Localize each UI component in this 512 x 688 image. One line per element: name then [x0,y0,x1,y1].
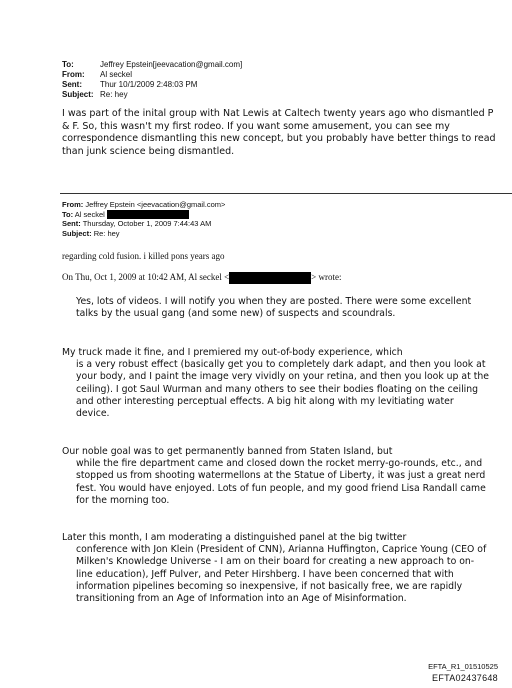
redaction-box [107,210,189,219]
header-subject-row [62,229,225,239]
header-value: Thur 10/1/2009 2:48:03 PM [100,80,198,89]
header-label: Subject: [62,228,92,238]
email2-body: regarding cold fusion. i killed pons years ago [62,251,225,261]
header-value: Re: hey [100,90,128,99]
header-sent-row [62,219,225,229]
paragraph-rest: is a very robust effect (basically get you to completely dark adapt, and then you look at your body, and I paint the image very vividly on your retina, and then you look up at the ceiling). I got Saul Wurman and many others to see their bodies floating on the ceiling and other interesting perceptual effects. A big hit along with my levitiating water device. [76,359,489,420]
header-label: From: [62,200,84,209]
quoted-paragraph [62,347,490,420]
email2-header [62,200,225,238]
paragraph-first-line: Our noble goal was to get permanently banned from Staten Island, but [62,446,393,457]
paragraph-first-line: My truck made it fine, and I premiered my out-of-body experience, which [62,347,403,358]
header-to-row [62,210,225,220]
header-value: Re: hey [93,228,120,238]
quoted-paragraph [62,446,490,507]
header-value: Jeffrey Epstein[jeevacation@gmail.com] [100,60,243,69]
document-id: EFTA02437648 [432,673,498,683]
email1-body: I was part of the inital group with Nat Lewis at Caltech twenty years ago who dismantled P & F. So, this wasn't my first rodeo. If you want some amusement, you can see my correspondence dismantling this new concept, but you probably have better things to read than junk science being dismantled. [62,108,496,157]
header-label: Sent: [62,219,81,229]
paragraph-rest: while the fire department came and closed down the rocket merry-go-rounds, etc., and stopped us from shooting watermellons at the Statue of Liberty, it was just a great nerd fest. You would have enjoyed. Lots of fun people, and my good friend Lisa Randall came for the morning too. [76,458,486,506]
header-sent-row [62,80,242,90]
quote-intro-end: > wrote: [311,272,342,283]
header-value: Al seckel [74,209,105,219]
redaction-box [229,272,311,284]
quoted-paragraph [62,532,490,605]
email1-header [62,60,242,100]
paragraph-first-line: Later this month, I am moderating a distinguished panel at the big twitter [62,532,407,543]
header-from-row [62,200,225,210]
header-value: Jeffrey Epstein <jeevacation@gmail.com> [85,200,226,209]
header-label: Subject: [62,90,94,99]
header-label: Sent: [62,80,82,89]
quoted-paragraph: Yes, lots of videos. I will notify you when they are posted. There were some excellent talks by the usual gang (and some new) of suspects and scoundrals. [76,296,472,320]
header-subject-row [62,90,242,100]
document-id: EFTA_R1_01510525 [428,662,498,671]
header-value: Thursday, October 1, 2009 7:44:43 AM [82,219,212,229]
divider [60,193,512,194]
quote-intro-text: On Thu, Oct 1, 2009 at 10:42 AM, Al seckel < [62,272,230,283]
quote-intro [62,272,341,284]
header-from-row [62,70,242,80]
paragraph-rest: conference with Jon Klein (President of CNN), Arianna Huffington, Caprice Young (CEO of Milken's Knowledge Universe - I am on their board for creating a new approach to on-line education), Jeff Pulver, and Peter Hirshberg. I have been concerned that with information pipelines becoming so inexpensive, if not basically free, we are rapidly transitioning from an Age of Information into an Age of Misinformation. [76,544,487,605]
header-label: To: [62,209,74,219]
header-value: Al seckel [100,70,133,79]
header-label: To: [62,60,74,69]
header-label: From: [62,70,85,79]
header-to-row [62,60,242,70]
